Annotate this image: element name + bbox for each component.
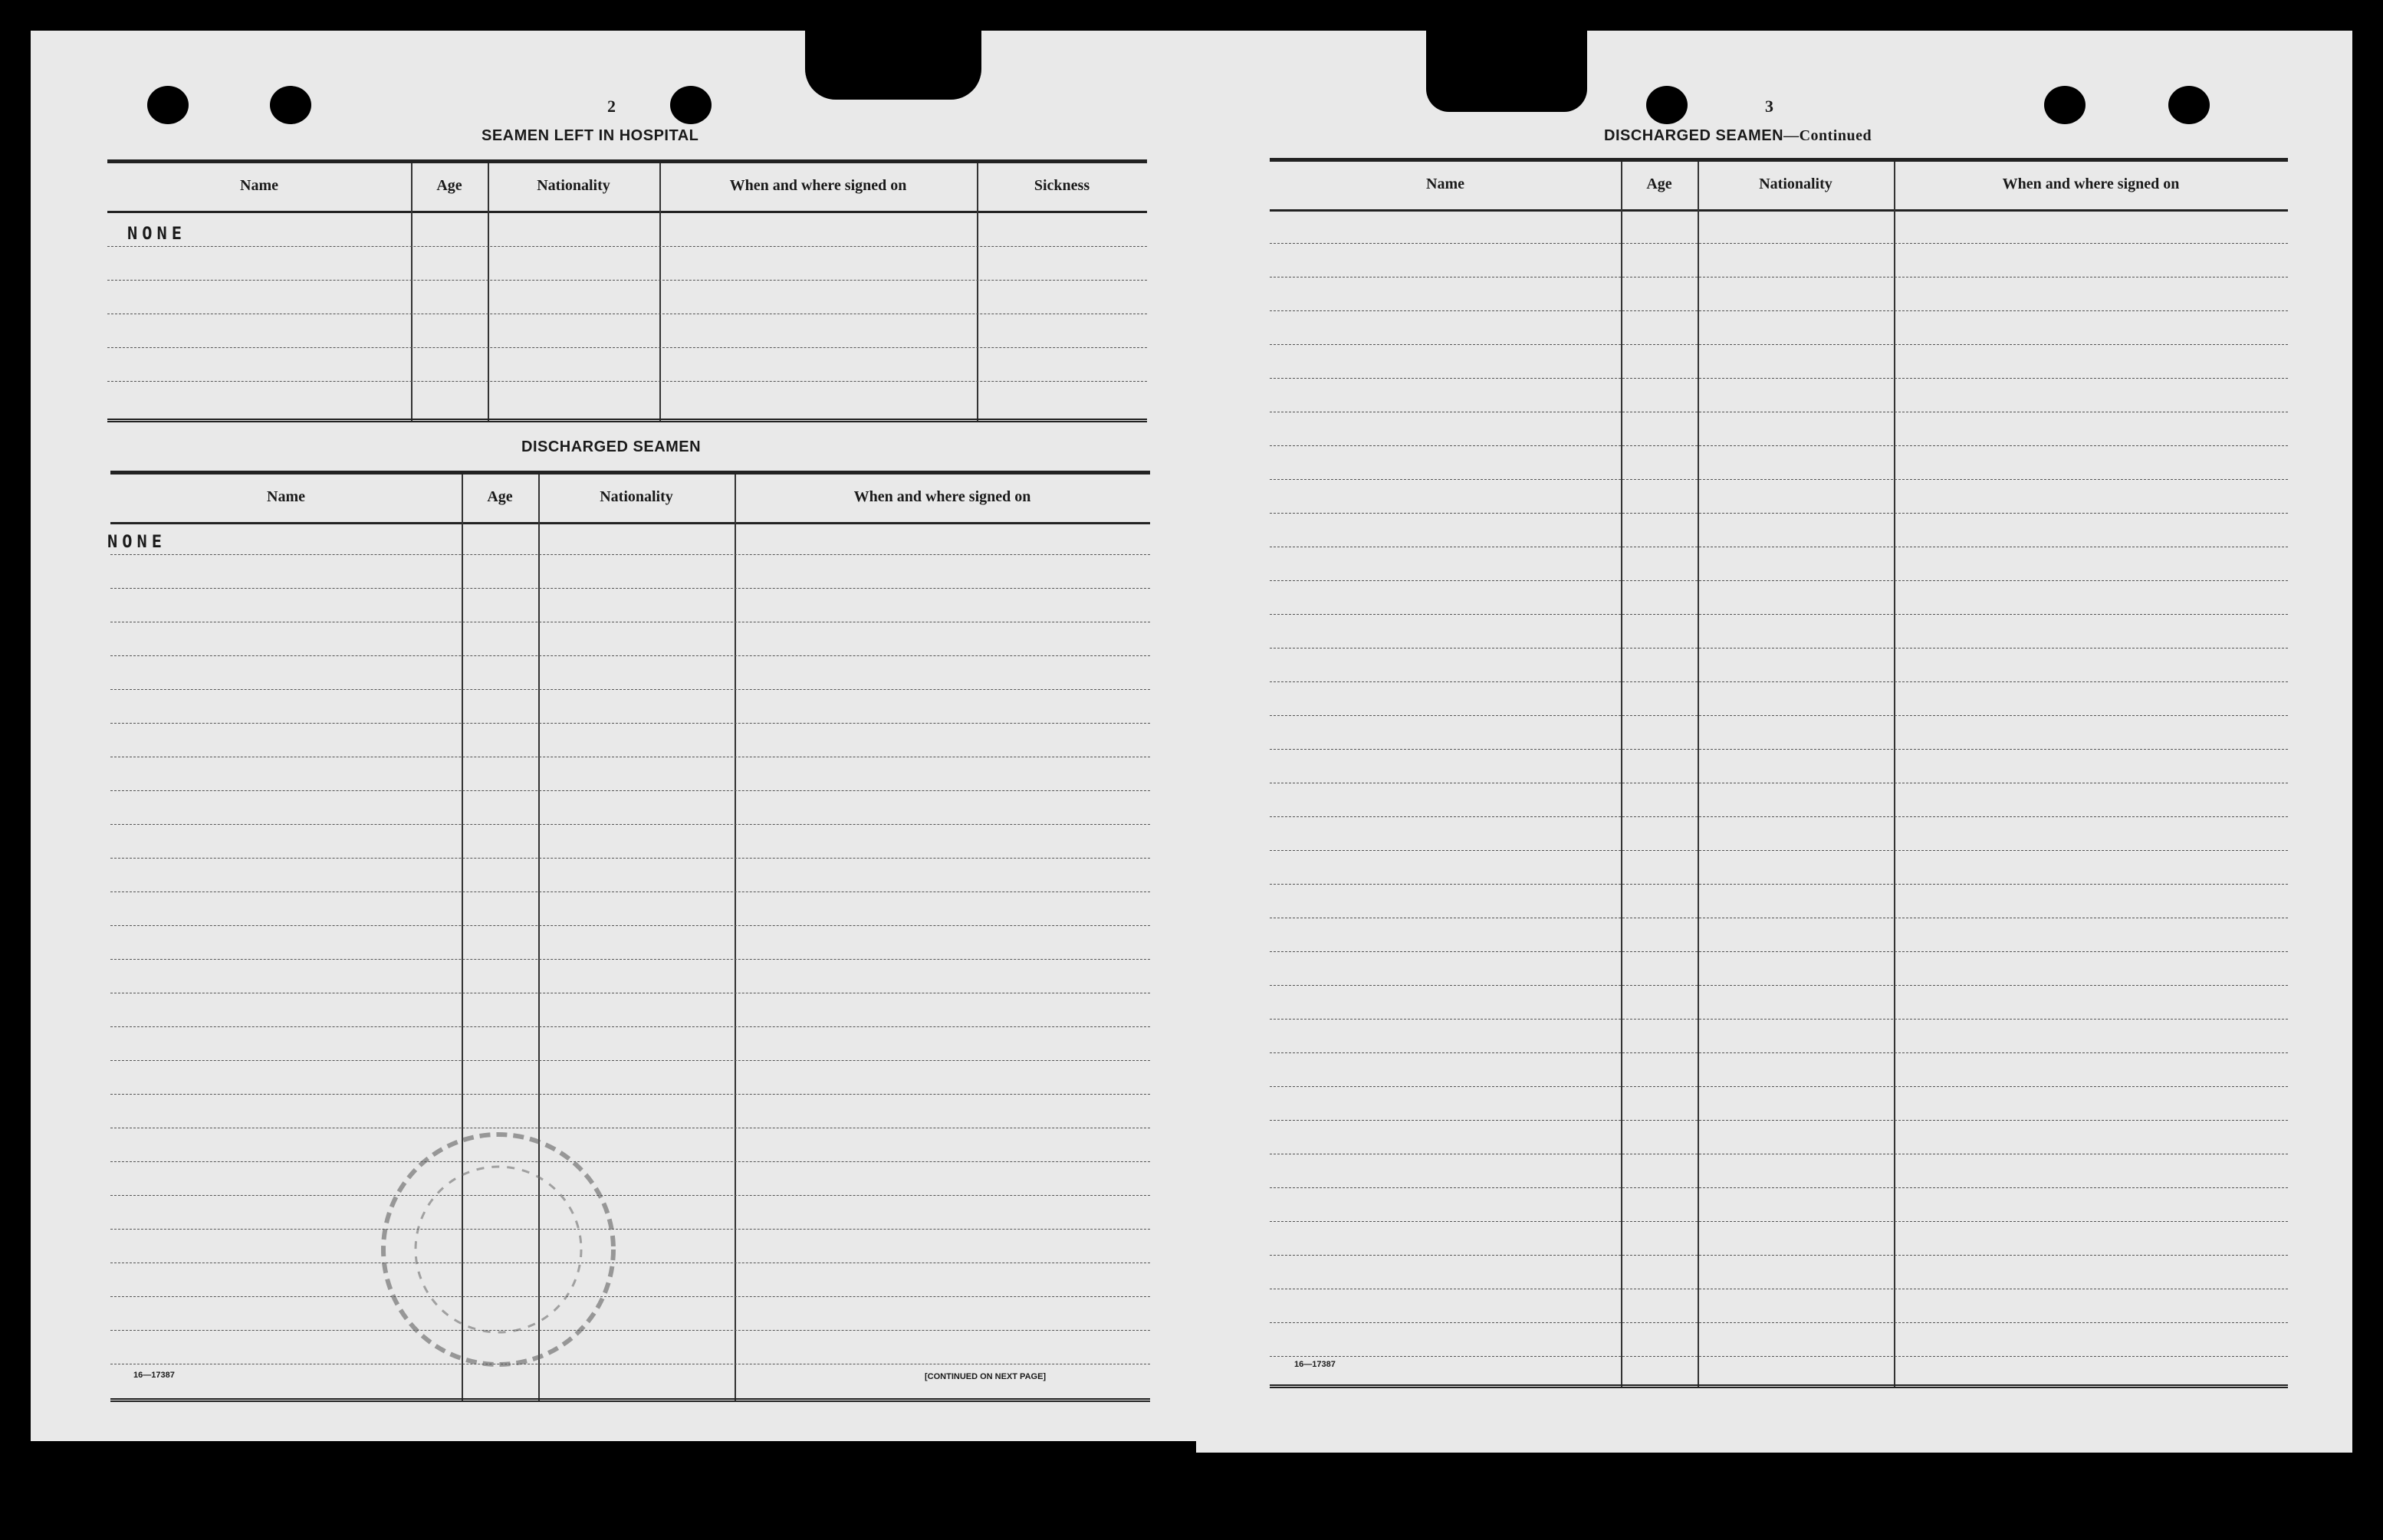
table-bottom-rule <box>110 1398 1150 1402</box>
table-row <box>1270 1019 2288 1020</box>
table-header <box>107 163 1147 213</box>
table-row <box>110 1026 1150 1027</box>
table-row <box>110 723 1150 724</box>
table-row <box>107 246 1147 247</box>
left-page <box>31 31 1196 1441</box>
table-row <box>110 925 1150 926</box>
table-row <box>1270 378 2288 379</box>
section-title-suffix: —Continued <box>1783 127 1872 144</box>
table-row <box>110 588 1150 589</box>
table-row <box>1270 884 2288 885</box>
column-header-nationality: Nationality <box>1759 176 1832 192</box>
continued-note: [CONTINUED ON NEXT PAGE] <box>925 1372 1047 1381</box>
official-stamp-seal <box>360 1111 636 1387</box>
table-row <box>110 824 1150 825</box>
column-header-age: Age <box>436 177 462 194</box>
column-divider <box>1621 162 1622 1388</box>
column-divider <box>488 163 489 422</box>
hospital-section-title: SEAMEN LEFT IN HOSPITAL <box>482 127 699 144</box>
table-row <box>1270 1120 2288 1121</box>
column-header-nationality: Nationality <box>537 177 610 194</box>
column-divider <box>411 163 413 422</box>
column-header-name: Name <box>1426 176 1464 192</box>
table-row <box>1270 479 2288 480</box>
column-header-age: Age <box>1646 176 1672 192</box>
page-number: 3 <box>1765 97 1773 116</box>
table-header <box>1270 162 2288 212</box>
column-header-sickness: Sickness <box>1034 177 1090 194</box>
table-header <box>110 474 1150 524</box>
table-row <box>1270 816 2288 817</box>
table-row <box>1270 1255 2288 1256</box>
discharged-continued-title <box>1604 127 1872 145</box>
table-row <box>1270 1187 2288 1188</box>
table-row <box>1270 580 2288 581</box>
punch-hole <box>2168 86 2210 124</box>
table-row <box>1270 243 2288 244</box>
table-row <box>1270 648 2288 649</box>
table-row <box>1270 681 2288 682</box>
table-row <box>1270 1322 2288 1323</box>
table-row <box>1270 310 2288 311</box>
table-row <box>1270 951 2288 952</box>
punch-hole <box>2044 86 2086 124</box>
column-header-age: Age <box>487 488 513 505</box>
column-header-nationality: Nationality <box>600 488 673 505</box>
table-row <box>110 1094 1150 1095</box>
table-row <box>110 689 1150 690</box>
table-row <box>1270 1086 2288 1087</box>
table-row <box>110 790 1150 791</box>
table-row <box>1270 445 2288 446</box>
column-divider <box>1698 162 1699 1388</box>
table-row <box>1270 1356 2288 1357</box>
table-row <box>1270 1052 2288 1053</box>
form-number: 16—17387 <box>1294 1360 1336 1369</box>
hospital-table <box>107 159 1147 422</box>
table-row <box>110 959 1150 960</box>
column-header-signed-on: When and where signed on <box>729 177 907 194</box>
column-header-signed-on: When and where signed on <box>2002 176 2180 192</box>
torn-tab <box>805 23 981 100</box>
column-divider <box>659 163 661 422</box>
table-row <box>110 891 1150 892</box>
punch-hole <box>670 86 712 124</box>
table-row <box>1270 344 2288 345</box>
table-row <box>107 381 1147 382</box>
table-bottom-rule <box>1270 1384 2288 1388</box>
page-number: 2 <box>607 97 616 116</box>
discharged-continued-table <box>1270 158 2288 1388</box>
right-page <box>1196 31 2352 1453</box>
column-divider <box>1894 162 1895 1388</box>
punch-hole <box>1646 86 1688 124</box>
table-row <box>107 347 1147 348</box>
table-row <box>1270 985 2288 986</box>
table-row <box>110 554 1150 555</box>
table-row <box>1270 614 2288 615</box>
table-row <box>110 858 1150 859</box>
table-row <box>1270 1221 2288 1222</box>
table-row <box>1270 715 2288 716</box>
form-number: 16—17387 <box>133 1371 175 1380</box>
section-title-text: DISCHARGED SEAMEN <box>1604 127 1784 144</box>
column-header-signed-on: When and where signed on <box>853 488 1031 505</box>
table-row <box>107 280 1147 281</box>
column-header-name: Name <box>240 177 278 194</box>
punch-hole <box>270 86 311 124</box>
table-row <box>1270 749 2288 750</box>
table-row <box>110 655 1150 656</box>
punch-hole <box>147 86 189 124</box>
discharged-entry-name: NONE <box>107 533 166 552</box>
hospital-entry-name: NONE <box>127 225 186 244</box>
column-divider <box>977 163 978 422</box>
table-row <box>1270 850 2288 851</box>
table-row <box>110 1060 1150 1061</box>
table-bottom-rule <box>107 419 1147 422</box>
torn-tab <box>1426 23 1587 112</box>
table-row <box>1270 513 2288 514</box>
column-header-name: Name <box>267 488 305 505</box>
discharged-section-title: DISCHARGED SEAMEN <box>521 438 702 455</box>
